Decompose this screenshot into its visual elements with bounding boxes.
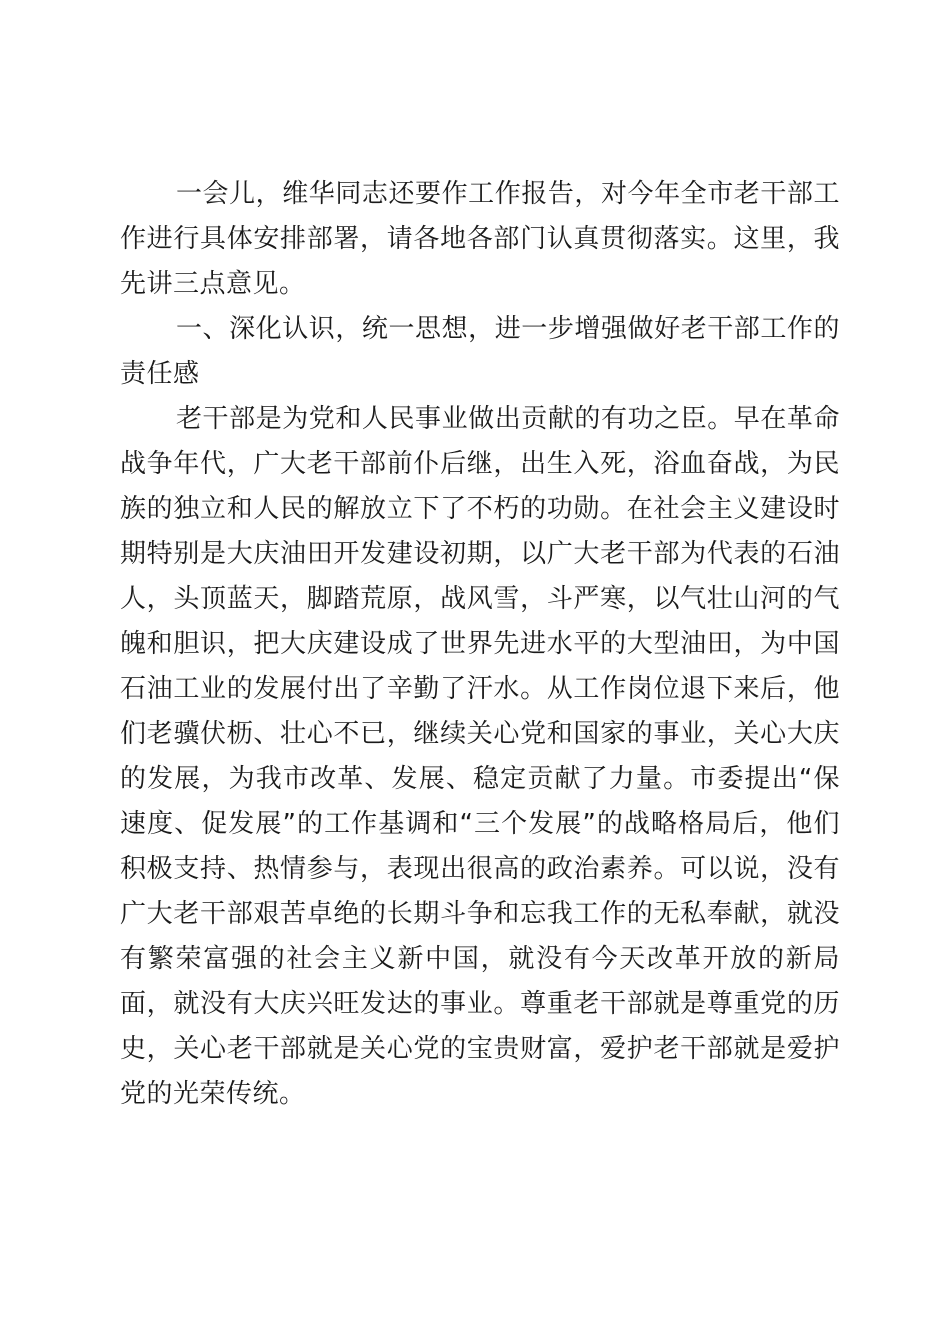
section-heading-1: 一、深化认识，统一思想，进一步增强做好老干部工作的责任感 (120, 314, 840, 389)
paragraph-veteran-cadres: 老干部是为党和人民事业做出贡献的有功之臣。早在革命战争年代，广大老干部前仆后继，出生入死，浴血奋战，为民族的独立和人民的解放立下了不朽的功勋。在社会主义建设时期特别是大庆油田开发建设初期，以广大老干部为代表的石油人，头顶蓝天，脚踏荒原，战风雪，斗严寒，以气壮山河的气魄和胆识，把大庆建设成了世界先进水平的大型油田，为中国石油工业的发展付出了辛勤了汗水。从工作岗位退下来后，他们老骥伏枥、壮心不已，继续关心党和国家的事业，关心大庆的发展，为我市改革、发展、稳定贡献了力量。市委提出“保速度、促发展”的工作基调和“三个发展”的战略格局后，他们积极支持、热情参与，表现出很高的政治素养。可以说，没有广大老干部艰苦卓绝的长期斗争和忘我工作的无私奉献，就没有繁荣富强的社会主义新中国，就没有今天改革开放的新局面，就没有大庆兴旺发达的事业。尊重老干部就是尊重党的历史，关心老干部就是关心党的宝贵财富，爱护老干部就是爱护党的光荣传统。 (120, 404, 840, 1109)
paragraph-intro: 一会儿，维华同志还要作工作报告，对今年全市老干部工作进行具体安排部署，请各地各部门认真贯彻落实。这里，我先讲三点意见。 (120, 179, 840, 299)
document-body (120, 172, 840, 1117)
